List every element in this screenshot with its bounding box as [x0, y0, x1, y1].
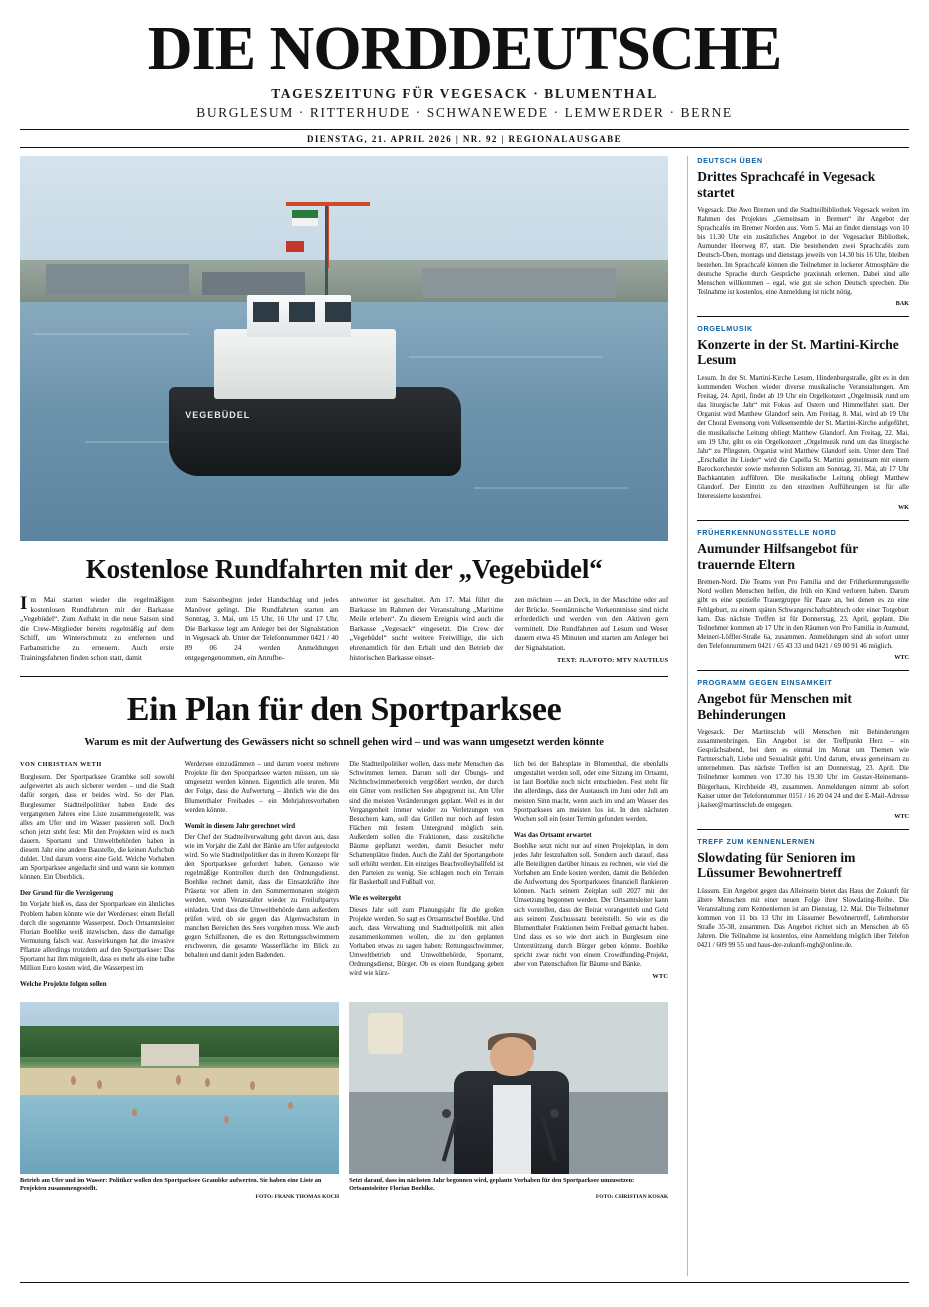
photo-wave — [33, 333, 189, 335]
microphone-head — [550, 1109, 559, 1118]
rail-item-trauernde-eltern — [697, 528, 909, 661]
main-col-4-p1: lich bei der Bahrsplate in Blumenthal, die ebenfalls umgestaltet werden soll, oder eine Sitzung im Ortsamt, ist laut Boehlke noch nicht entschieden. Fest steht für ihn allerdings, dass der Austausch im Juni oder Juli am meisten Sinn macht, wenn auch im und am Wasser des Sportparksees am meisten los ist. In den nächsten Wochen soll ein fester Termin gefunden werden. — [513, 761, 669, 823]
photo-boat-flag — [292, 210, 318, 226]
page-foot-rule — [20, 1282, 909, 1283]
masthead-dateline: DIENSTAG, 21. APRIL 2026 | NR. 92 | REGIONALAUSGABE — [20, 129, 909, 148]
main-col-3-subhead: Wie es weitergeht — [349, 895, 402, 903]
rail-headline: Angebot für Menschen mit Behinderungen — [697, 691, 852, 722]
lead-headline: Kostenlose Rundfahrten mit der „Vegebüdel“ — [85, 554, 603, 584]
masthead-subtitle-line2: BURGLESUM · RITTERHUDE · SCHWANEWEDE · LEMWERDER · BERNE — [196, 105, 733, 120]
photo-wave — [409, 356, 603, 358]
main-col-1-subhead-2: Welche Projekte folgen sollen — [20, 981, 107, 989]
photo-swimmer — [132, 1109, 137, 1116]
photo-boat-window — [325, 302, 351, 321]
photo-boat-pennant — [286, 241, 304, 252]
lead-photo-credit: TEXT: JLA/FOTO: MTV NAUTILUS — [557, 656, 669, 664]
main-column — [20, 156, 678, 1276]
main-col-4 — [514, 760, 669, 991]
sportparksee-photo — [20, 1002, 339, 1174]
photo-sky — [20, 156, 668, 272]
rail-credit: BAK — [895, 299, 909, 307]
main-col-3 — [349, 760, 504, 991]
lead-col-1 — [20, 595, 174, 665]
lake-photo-block — [20, 1002, 339, 1200]
rail-body: Bremen-Nord. Die Teams von Pro Familia und der Früherkennungsstelle Nord wollen Menschen helfen, die früh ein Kind verloren haben. Darum gibt es eine spezielle Trauergruppe für Paare an, bei denen es zu eine Fehlgeburt, zu einem späten Schwangerschaftsabbruch oder einer Totgeburt kam. Das nächste Treffen ist für Donnerstag, 23. April, geplant. Die Teilnehmer kommen ab 17 Uhr in den Räumen von Pro Familia in Aumund, Meinert-Löffler-Straße 6a, zusammen. Anmeldungen sind ab sofort unter den Telefonnummern 0421 / 65 43 33 und 0421 / 69 00 91 46 möglich. — [697, 579, 909, 650]
main-col-4-subhead: Was das Ortsamt erwartet — [513, 831, 592, 839]
photo-boat-hull — [169, 387, 461, 476]
photo-person-head — [490, 1037, 535, 1077]
main-col-3-p1: Die Stadtteilpolitiker wollen, dass mehr Menschen das Schwimmen lernen. Darum soll der Übungs- und Nichtschwimmerbereich vergrößert werden, der durch ein Gitter vom restlichen See abgegrenzt ist. Am Ufer sind die meisten Veränderungen geplant. Weil es in der Vergangenheit immer wieder zu Verletzungen von Besuchern kam, soll das Grillen nur noch auf festen Flächen mit festem Untergrund möglich sein. Außerdem sollen die Fraktionen, dass zusätzliche Bäume gepflanzt werden, damit Besucher mehr Schattenplätze finden. Auch die Zahl der Sportangebote soll erhöht werden. Ein einziges Beachvolleyballfeld ist den Parteien zu wenig. Sie schlagen noch ein Terrain für Basketball und Fußball vor. — [349, 761, 504, 887]
main-col-1-subhead-1: Der Grund für die Verzögerung — [20, 890, 114, 898]
bottom-photo-row — [20, 1002, 668, 1200]
rail-credit: WTC — [894, 812, 909, 820]
main-col-2 — [185, 760, 340, 991]
lead-dropcap: I — [20, 593, 28, 614]
photo-building — [141, 1044, 198, 1066]
lead-col-3: antworter ist geschaltet. Am 17. Mai führt die Barkasse im Rahmen der Veranstaltung „Maritime Meile erleben“. Zu diesem Ereignis wird auch die Barkasse „Vegesack“ eingesetzt. Die Crew der „Vegebüdel“ sucht weitere Freiwillige, die sich ehrenamtlich für den Erhalt und den Betrieb der historischen Barkasse einset- — [349, 595, 504, 662]
main-col-2-p3: Der Chef der Stadtteilverwaltung geht davon aus, dass wie im Vorjahr die Zahl der Bänke am Ufer aufgestockt wird. So wie Stadtteilpolitiker das in ihrem Konzept für den Sportparksee gefordert haben. Genauso wie regelmäßige Kontrollen durch den Ordnungsdienst. Boehlke rechnet damit, dass die Einsatzkräfte ihre Präsenz vor allem in den Sommermonaten steigern werden, wenn Veranstalter wieder zu Freiluftpartys einladen. Und dass die Umweltbehörde dann außerdem prüfen wird, ob sie gegen das Algenwachstum in manchen Bereichen des Sees vorgehen muss. Wie auch gegen Schilfzonen, die es den Rettungsschwimmern erschweren, die gesamte Wasserfläche im Blick zu behalten und damit jeden Badenden. — [184, 833, 340, 960]
rail-item-behinderungen — [697, 678, 909, 820]
rail-credit: WTC — [894, 654, 909, 661]
rail-body: Vegesack. Die Awo Bremen und die Stadtteilbibliothek Vegesack weiten im Rahmen des Projektes „Gemeinsam in Bremen“ ihr Angebot der Sprachcafés im Bremer Norden aus. Vom 5. Mai an findet dienstags von 10 bis 11.30 Uhr ein zusätzliches Angebot in der Vegesacker Bibliothek, Aumunder Heerweg 87, statt. Die bestehenden zwei Sprachcafés zum Deutsch-Üben, montags und dienstags jeweils von 14.30 bis 16 Uhr, bleiben bestehen. Im Sprachcafé können die Teilnehmer in lockerer Atmosphäre die deutsche Sprache durch Gespräche praxisnah erlernen. Dabei sind alle Menschen willkommen – egal, wie gut sie schon Deutsch sprechen. Die Teilnahme ist kostenlos, eine Anmeldung ist nicht nötig. — [697, 207, 909, 296]
main-story-byline: VON CHRISTIAN WETH — [20, 761, 102, 769]
rail-divider — [697, 670, 909, 671]
vegebuedel-boat-photo — [20, 156, 668, 541]
rail-headline: Slowdating für Senioren im Lüssumer Bewohnertreff — [697, 849, 856, 881]
main-story-headline: Ein Plan für den Sportparksee — [126, 691, 562, 729]
boehlke-portrait-photo — [349, 1002, 668, 1174]
lead-col-4-text: zen möchten — an Deck, in der Maschine oder auf der Brücke. Seemännische Vorkenntnisse sind nicht erforderlich und werden von den Aktiven gern vermittelt. Die Rundfahrten auf Lesum und Weser dauern etwa 45 Minuten und starten am Anleger bei der Signalstation. — [514, 595, 669, 652]
main-col-1-p1: Burglesum. Der Sportparksee Grambke soll sowohl aufgewertet als auch sicherer werden – und die Stadt dafür sorgen, dass er beides wird. So der Plan. Burglesumer Stadtteilpolitiker haben Ende des vergangenen Jahres eine Liste zusammengestellt, was alles am Ufer und im Wasser passieren soll. Doch schon jetzt steht fest: Mit den Projekten wird es noch dauern. Sportamt und Umweltbehörden haben in diesem Jahr eine andere Baustelle, die keinen Aufschub duldet. Und darum voerst eine Geld. Welche Vorhaben am Sportparksee angedacht sind und wann sie kommen können. Ein Überblick. — [20, 774, 175, 882]
rail-divider — [697, 829, 909, 830]
rail-divider — [697, 316, 909, 317]
photo-crane-jib — [286, 202, 370, 206]
main-story-subhead: Warum es mit der Aufwertung des Gewässers nicht so schnell gehen wird – und was wann umgesetzt werden könnte — [84, 737, 604, 749]
photo-wave — [474, 487, 630, 489]
portrait-photo-credit: FOTO: CHRISTIAN KOSAK — [595, 1194, 669, 1201]
rail-kicker: ORGELMUSIK — [697, 323, 753, 333]
main-col-1-p2: Im Vorjahr hieß es, dass der Sportparksee ein ähnliches Problem haben könnte wie der Werdersee: einen Befall durch die sogenannte Wasserpest. Doch Ortsamtsleiter Florian Boehlke weiß inzwischen, dass die damalige Vermutung falsch war. Auswirkungen hat die invasive Pflanze allerdings trotzdem auf den Sportparksee: Das Sportamt hat ihm mitgeteilt, dass es mehr als eine halbe Million Euro kosten wird, die Wasserpest im — [20, 901, 175, 973]
rail-item-sprachcafe — [697, 156, 909, 307]
lead-col-1-text: m Mai starten wieder die regelmäßigen kostenlosen Rundfahrten mit der Barkasse „Vegebüdel“. Zum Auftakt in die neue Saison sind die Crew-Mitglieder bereits regelmäßig auf dem Schiff, um Winterschmutz zu entfernen und Farbanstriche zu erneuern. Auch erste Trainingsfahrten finden schon statt, damit — [20, 595, 174, 662]
rail-item-slowdating — [697, 837, 909, 951]
column-divider — [687, 156, 688, 1276]
photo-lamp — [368, 1013, 403, 1054]
lead-article-body — [20, 595, 668, 665]
main-col-3-p2: Dieses Jahr soll zum Planungsjahr für die großen Projekte werden. So sagt es Ortsamtschef Boehlke. Und auch, dass Verwaltung und Stadtteilpolitik mit allen zusammenkommen wollen, die zu den geplanten Vorhaben etwas zu sagen haben: Rettungsschwimmer, Umweltbetrieb und Umweltbehörde, Sportamt, Ordnungsdienst, Bürger. Ob es einen Rundgang geben wird wie kürz- — [349, 906, 504, 978]
lead-col-2: zum Saisonbeginn jeder Handschlag und jedes Manöver gelingt. Die Rundfahrten starten am Sonntag, 3. Mai, um 15 Uhr, 16 Uhr und 17 Uhr. Die Barkasse legt am Anleger bei der Signalstation in Vegesack ab. Unter der Telefonnummer 0421 / 40 89 06 24 werden Anmeldungen entgegengenommen, ein Anrufbe- — [184, 595, 339, 662]
photo-warehouse-2 — [202, 272, 306, 295]
rail-credit: WK — [897, 504, 909, 512]
rail-kicker: PROGRAMM GEGEN EINSAMKEIT — [697, 678, 833, 687]
section-divider — [20, 676, 668, 677]
rail-kicker: TREFF ZUM KENNENLERNEN — [697, 836, 816, 846]
main-col-2-subhead: Womit in diesem Jahr gerechnet wird — [184, 822, 296, 830]
rail-body: Lüssum. Ein Angebot gegen das Alleinsein bietet das Haus der Zukunft für ältere Menschen mit einer neuen Folge ihrer Slowdating-Reihe. Die Veranstaltung zum Kennenlernen ist am Dienstag, 12. Mai. Die Teilnehmer kommen von 11 bis 13 Uhr im Lüssumer Bewohnertreff, Lehmhorster Straße 35-38, zusammen. Das Angebot richtet sich an Menschen ab 65 Jahren. Die Teilnahme ist kostenlos, eine Anmeldung möglich über Telefon 0421 / 609 99 55 und haus-der-zukunft-mgh@online.de. — [697, 887, 909, 950]
photo-boat-window — [253, 302, 279, 321]
microphone-head — [442, 1109, 451, 1118]
portrait-photo-caption: Setzt darauf, dass im nächsten Jahr begonnen wird, geplante Vorhaben für den Sportparksee umzusetzen: Ortsamtsleiter Florian Boehlke. — [349, 1177, 635, 1193]
rail-headline: Drittes Sprachcafé in Vegesack startet — [697, 169, 876, 200]
main-story-credit: WTC — [652, 973, 669, 981]
photo-warehouse-3 — [422, 268, 616, 299]
lake-photo-credit: FOTO: FRANK THOMAS KOCH — [255, 1194, 340, 1201]
photo-boat-window — [289, 302, 315, 321]
rail-headline: Konzerte in der St. Martini-Kirche Lesum — [697, 336, 899, 368]
photo-warehouse — [46, 264, 189, 295]
rail-headline: Aumunder Hilfsangebot für trauernde Eltern — [697, 541, 858, 572]
main-col-4-p2: Boehlke setzt nicht nur auf einen Projektplan, in dem jedes Jahr festzuhalten soll. Sondern auch darauf, dass alle Beteiligten darüber hinaus zu rechnen, wie viel die Vorhaben am Ende kosten werden, damit die Behörden die Aufwertung des Sportparksees finanziell flankieren können. Nach seinem Zeitplan soll 2027 mit der Umsetzung begonnen werden. Der Ortsamtsleiter kann sich vorstellen, dass der Beirat vorangetrieb und Geld aus seinem Zuschusssatz bereitstellt. So wie es die Blumenthaler Fraktionen beim Freibad gemacht haben. Und dass es so wie dort auch in Burglesum eine Unterstützung durch Bürger geben könnte. Boehlke spricht zwar nicht von einem Crowdfunding-Projekt, aber von Patenschaften für Bäume und Bänke. — [513, 842, 669, 969]
lead-col-4 — [514, 595, 668, 665]
rail-kicker: DEUTSCH ÜBEN — [697, 156, 763, 165]
main-col-1 — [20, 760, 175, 991]
lake-photo-caption: Betrieb am Ufer und im Wasser: Politiker wollen den Sportparksee Grambke aufwerten. Sie haben eine Liste an Projekten zusammengestellt. — [20, 1177, 322, 1193]
rail-body: Lesum. In der St. Martini-Kirche Lesum, Hindenburgstraße, gibt es in den kommenden Wochen wieder diverse musikalische Veranstaltungen. Am Freitag, 24. April, findet ab 19 Uhr ein Orgelkonzert „Orgelmusik rund um das liturgische Jahr“ mit Fokus auf Ostern und Himmelfahrt statt. Der Organist wird Matthew Glandorf sein. Am Freitag, 8. Mai, wird ab 19 Uhr der Choral Evensong vom Volksensemble der St. Martini-Kirche aufgeführt, die musikalische Leitung obliegt Matthew Glandorf. Am Freitag, 22. Mai, um 19 Uhr, gibt es ein Orgelkonzert „Orgelmusik rund um das liturgische Jahr“ zu Pfingsten. Organist wird Matthew Glandorf sein. Unter dem Titel „Erschallet ihr Lieder“ wird die Capella St. Martini gemeinsam mit einem Barockorchester sowie mehreren Solisten am Sonntag, 31. Mai, ab 17 Uhr Bachkantaten aufführen. Die musikalische Leitung obliegt Matthew Glandorf. Der Eintritt zu den einzelnen Aufführungen ist für alle Interessierte kostenfrei. — [697, 374, 909, 501]
photo-person-shirt — [493, 1085, 531, 1174]
page-grid — [20, 156, 909, 1276]
photo-boat-mast — [325, 206, 328, 298]
masthead-subtitle-line1: TAGESZEITUNG FÜR VEGESACK · BLUMENTHAL — [271, 86, 658, 101]
portrait-photo-block — [349, 1002, 668, 1200]
rail-body: Vegesack. Der Martinsclub will Menschen mit Behinderungen zusammenbringen. Ein Angebot ist der Treffpunkt Herz – ein Gesprächsabend, bei dem es einmal im Monat um Themen wie Partnerschaft, Liebe und Sexualität geht. Und darum, etwas gemeinsam zu unternehmen. Das nächste Treffen ist am Donnerstag, 23. April. Die Teilnehmer kommen von 17.30 bis 19.30 Uhr im Gustav-Heinemann-Bürgerhaus, Kirchheide 49, zusammen. Anmeldungen nimmt ab sofort Kaiser unter der Telefonnummer 0151 / 16 20 04 24 und der E-Mail-Adresse j.kaiser@martinsclub.de entgegen. — [697, 729, 909, 809]
newspaper-title: DIE NORDDEUTSCHE — [147, 15, 782, 83]
photo-person — [97, 1080, 102, 1089]
rail-item-orgelmusik — [697, 324, 909, 511]
rail-divider — [697, 520, 909, 521]
main-col-2-p1: Werdersee einzudämmen – und darum voerst mehrere Projekte für den Sportparksee warten müssen, um sie umgesetzt werden können. Eigentlich alle teuren. Mit der Folge, dass die Aufwertung – ähnlich wie die des Blumenthaler Freibades – ein Mehrjahresvorhaben werden könnte. — [184, 761, 340, 814]
rail-kicker: FRÜHERKENNUNGSSTELLE NORD — [697, 528, 837, 538]
photo-boat-superstructure — [214, 329, 396, 398]
masthead — [20, 15, 909, 148]
main-story-body — [20, 760, 668, 991]
right-rail — [697, 156, 909, 1276]
photo-person — [250, 1081, 255, 1090]
boat-name-label: VEGEBÜDEL — [185, 410, 251, 421]
